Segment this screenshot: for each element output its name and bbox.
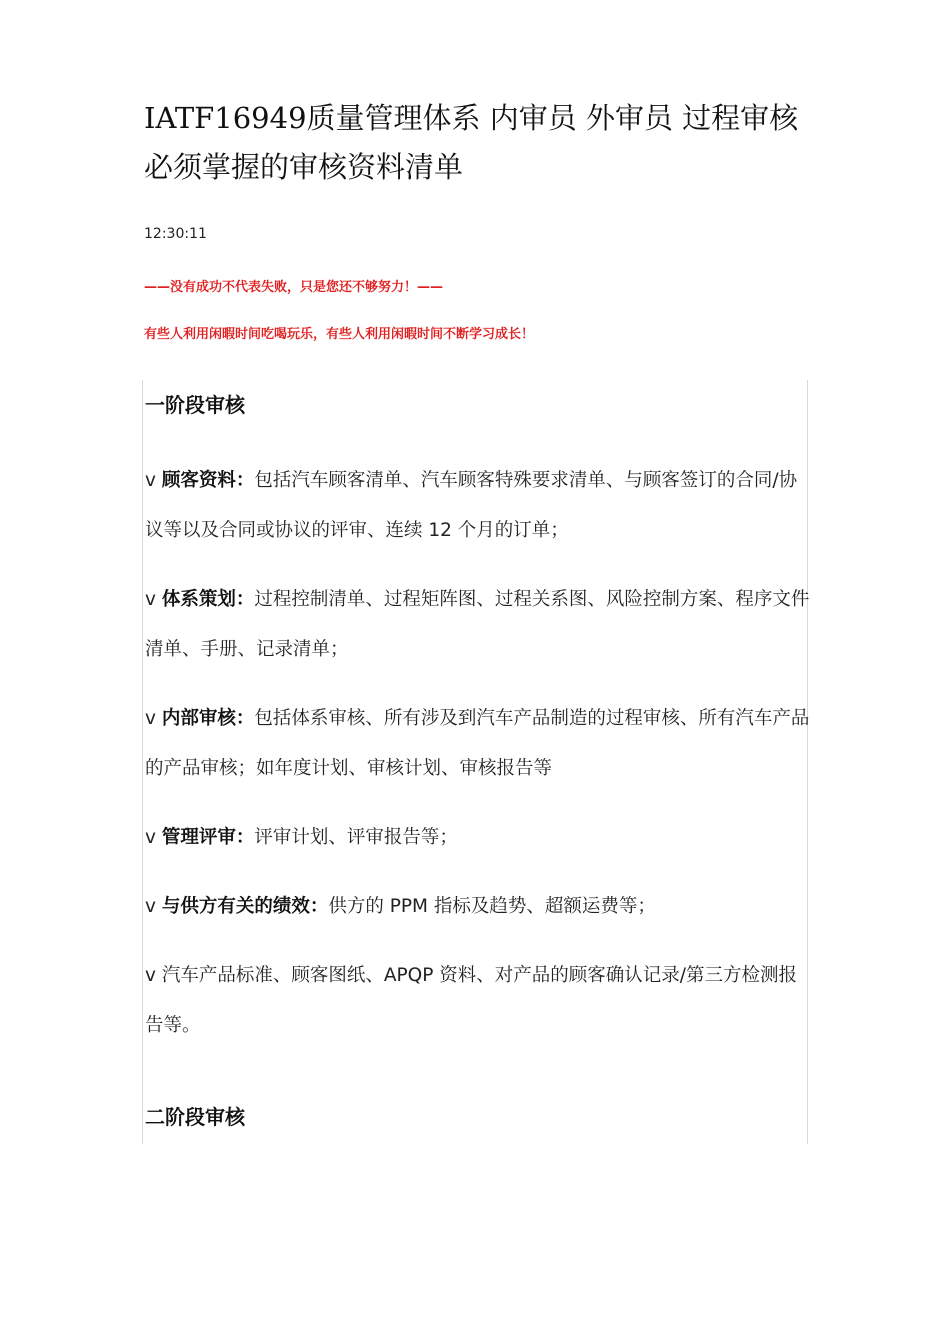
item-label: 内部审核： [161,708,255,729]
item-label: 顾客资料： [161,470,255,491]
document-title: IATF16949质量管理体系 内审员 外审员 过程审核必须掌握的审核资料清单 [144,101,799,184]
section-heading-stage-1: 一阶段审核 [145,393,245,417]
section-heading-stage-2: 二阶段审核 [145,1105,245,1129]
bullet-marker: v [145,896,162,917]
list-item-management-review [145,813,815,863]
item-label: 与供方有关的绩效： [161,896,329,917]
list-item-internal-audit [145,694,815,794]
list-item-supplier-performance [145,882,815,932]
item-text: 包括体系审核、所有涉及到汽车产品制造的过程审核、所有汽车产品的产品审核；如年度计划、审核计划、审核报告等 [145,708,810,779]
list-item-product-standards [145,951,815,1051]
bullet-marker: v [145,589,162,610]
bullet-marker: v [145,827,162,848]
timestamp: 12:30:11 [144,226,207,242]
content-section [142,380,808,1144]
item-text: 汽车产品标准、顾客图纸、APQP 资料、对产品的顾客确认记录/第三方检测报告等。 [145,965,797,1036]
item-text: 包括汽车顾客清单、汽车顾客特殊要求清单、与顾客签订的合同/协议等以及合同或协议的评审、连续 12 个月的订单； [145,470,798,541]
item-text: 过程控制清单、过程矩阵图、过程关系图、风险控制方案、程序文件清单、手册、记录清单； [145,589,810,660]
item-text: 评审计划、评审报告等； [254,827,458,848]
list-item-system-planning [145,575,815,675]
bullet-marker: v [145,708,162,729]
item-label: 体系策划： [161,589,255,610]
list-item-customer-data [145,456,815,556]
bullet-marker: v [145,470,162,491]
item-label: 管理评审： [161,827,255,848]
item-text: 供方的 PPM 指标及趋势、超额运费等； [328,896,656,917]
bullet-marker: v [145,965,162,986]
motto-quote: ——没有成功不代表失败，只是您还不够努力！—— [144,280,444,295]
motivation-quote: 有些人利用闲暇时间吃喝玩乐，有些人利用闲暇时间不断学习成长！ [144,327,535,342]
